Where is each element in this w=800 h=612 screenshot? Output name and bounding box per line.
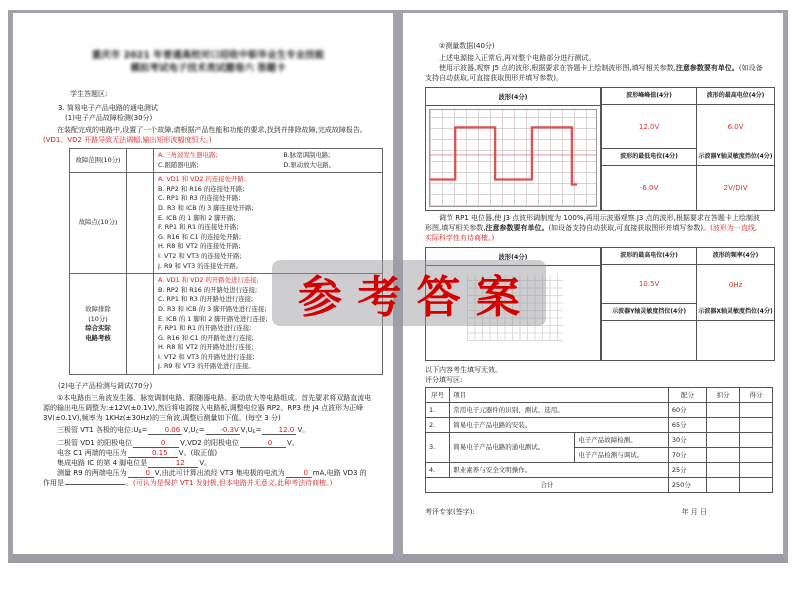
row-no: 1. <box>426 403 450 418</box>
option-line: C. RP1 和 R3 的连接处开路; <box>158 194 241 203</box>
measure-segment: 0 <box>128 469 154 478</box>
waveform-values-grid <box>601 248 774 360</box>
score-area-label: 评分填写区: <box>425 376 463 384</box>
question-3-1-heading: (1)电子产品故障检测(30分) <box>65 114 153 122</box>
fault-range-options-cell <box>154 149 383 173</box>
measure-segment: 0.06 <box>148 426 182 435</box>
value-answer: -6.0V <box>639 184 659 192</box>
waveform-value-cell <box>601 88 696 149</box>
measure-segment: V。 <box>297 426 310 435</box>
measure-segment: 0 <box>240 439 286 448</box>
paragraph-segment: 注意参数要有单位。 <box>485 224 549 232</box>
table-row <box>70 173 383 274</box>
deduct-cell[interactable] <box>707 433 740 448</box>
row-subitem: 电子产品故障检测。 <box>575 433 669 448</box>
option-line: B. RP2 和 R16 的开路处进行连接; <box>158 285 258 294</box>
reference-answer-watermark: 参 考 答 案 <box>272 260 546 326</box>
signature-row <box>425 507 763 517</box>
option-line: E. ICB 的 1 脚和 2 脚开路处进行连接; <box>158 314 268 323</box>
waveform-cell <box>426 88 601 210</box>
score-row-4 <box>426 463 773 478</box>
option-line: J. R9 和 VT3 的连接处开路。 <box>158 261 243 270</box>
row-item: 简易电子产品电路的通电测试。 <box>450 433 575 463</box>
option-line: E. ICB 的 1 脚和 2 脚开路; <box>158 213 236 222</box>
paragraph-segment: 在装配完成的电路中,设置了一个故障,请根据产品性能和功能的要求,找到并排除故障,完成故障报告。 <box>57 126 367 134</box>
row-item: 常用电子元器件的识别、测试、选用。 <box>450 403 669 418</box>
measure-segment: V。(取正值) <box>178 449 218 458</box>
score-row-2 <box>426 418 773 433</box>
paragraph-segment: 调节 RP1 电位器,使 J3 点波形调制度为 100%,再用示波器观察 J3 点的波形,根据要求在答题卡上绘制波形图,填写相关参数, <box>425 214 760 232</box>
gain-cell[interactable] <box>740 403 773 418</box>
paragraph-segment: 使用示波器,观察 J5 点的波形,根据要求在答题卡上绘制波形图,填写相关参数, <box>439 64 676 72</box>
exam-title <box>53 49 363 75</box>
value-answer: 6.0V <box>727 123 744 131</box>
option-line: I. VT2 和 VT3 的开路处进行连接; <box>158 352 255 361</box>
row-no: 4. <box>426 463 450 478</box>
row-item: 职业素养与安全文明操作。 <box>450 463 669 478</box>
value-header: 波形的最高电位(4分) <box>602 248 696 265</box>
deduct-cell[interactable] <box>707 463 740 478</box>
option-line: F. RP1 和 R1 的开路处进行连接; <box>158 324 252 333</box>
measure-segment: -0.3V <box>206 426 240 435</box>
measure-segment: 0.15 <box>128 449 178 458</box>
measure-segment: E <box>252 430 256 436</box>
waveform-header: 波形(4分) <box>426 248 600 266</box>
date-label: 年 月 日 <box>681 508 707 516</box>
measure-segment: 电容 C1 两端的电压为 <box>57 449 127 458</box>
gain-cell[interactable] <box>740 448 773 463</box>
measure-segment: V,VD2 的阳极电位 <box>180 439 239 448</box>
fault-intro-paragraph <box>43 125 373 145</box>
row-item: 简易电子产品电路的安装。 <box>450 418 669 433</box>
paragraph-segment: (如设备支持自动获取,可直接获取图形并填写参数)。 <box>425 64 763 82</box>
table-row <box>70 149 383 173</box>
option-line: B. RP2 和 R16 的连接处开路; <box>158 184 245 193</box>
option-line: I. VT2 和 VT3 的连接处开路; <box>158 251 242 260</box>
value-answer <box>697 321 774 360</box>
fault-fix-label-line3: 综合实际 <box>85 324 111 333</box>
deduct-cell[interactable] <box>707 448 740 463</box>
gain-cell[interactable] <box>740 463 773 478</box>
paragraph-segment: (VD1、VD2 开路导致无法调幅,输出矩形波幅度恒大。) <box>43 136 212 144</box>
answer-write-cell[interactable] <box>127 173 154 274</box>
value-answer: 2V/DIV <box>723 184 748 192</box>
answer-area-label: 学生答题区: <box>70 90 108 98</box>
spacer <box>475 507 682 517</box>
measure-segment: (可认为是保护 VT1 发射极,但本电路并无意义,此种考法待商榷。) <box>133 479 333 488</box>
value-header: 波形的最高电位(4分) <box>697 88 774 105</box>
fault-fix-label-line4: 电路考核 <box>85 333 111 342</box>
measure-line-ic <box>43 458 373 468</box>
option-line: H. R8 和 VT2 的开路处进行连接; <box>158 343 254 352</box>
measure-segment: V,U <box>183 426 196 435</box>
row-no: 2. <box>426 418 450 433</box>
measure-segment <box>65 484 125 485</box>
value-header: 波形的最低电位(4分) <box>602 149 696 166</box>
square-wave-trace <box>430 110 596 206</box>
paragraph-segment: (波形为一直线,实际科学性有待商榷。) <box>425 224 758 242</box>
examiner-signature-label: 考评专家(签字): <box>425 508 475 516</box>
score-table <box>425 387 773 493</box>
answer-write-cell[interactable] <box>127 149 154 173</box>
fault-range-options <box>158 151 378 170</box>
measure-segment: C <box>195 430 199 436</box>
measure-segment: 集成电路 IC 的第 4 脚电位是 <box>57 459 148 468</box>
exam-title-line1: 重庆市 2021 年普通高校对口招收中职毕业生专业技能 <box>91 50 325 61</box>
measure-segment: 0 <box>286 469 312 478</box>
option-line: D.驱动放大电路。 <box>283 160 336 169</box>
measure-segment: 二极管 VD1 的阳极电位 <box>57 439 133 448</box>
measure-segment: mA,电路 VD3 的作用是 <box>43 469 367 488</box>
waveform-values-grid <box>601 88 774 210</box>
paragraph-segment: (如设备支持自动获取,可直接获取图形并填写参数)。 <box>548 224 711 232</box>
test-intro-paragraph: ①本电路由三角波发生器、脉宽调制电路、跟随器电路、驱动放大等电路组成。首先要求将双路直流电源的输出电压调整为:±12V(±0.1V),然后将电源接入电路板,调整电位器 RP2、RP3 使 J4 点波形为正峰 3V(±0.1V),频率为 1KHz(±30Hz)的三角波,调整后测量如下值。(每空 3 分) <box>43 394 372 423</box>
value-answer: 0Hz <box>728 280 743 289</box>
fault-point-label: 故障点(10分) <box>70 173 127 274</box>
fault-point-options <box>158 175 378 271</box>
waveform-value-cell <box>696 88 774 149</box>
measure-segment: 测量 R9 的两端电压为 <box>57 469 127 478</box>
question-3-2-heading: (2)电子产品检测与调试(70分) <box>58 382 153 391</box>
measure-segment: = <box>198 426 205 435</box>
fault-fix-label-line2: (10分) <box>88 314 108 323</box>
measure-segment: V。 <box>286 439 299 448</box>
option-line: G. R16 和 C1 的开路处进行连接; <box>158 333 254 342</box>
value-answer <box>602 321 696 360</box>
score-header-row <box>426 388 773 403</box>
exam-title-line2: 模拟考试电子技术类试题卷六 答题卡 <box>130 63 286 74</box>
measure-segment: 。 <box>126 479 133 488</box>
oscilloscope-graph-area <box>426 106 600 210</box>
option-line: H. R8 和 VT2 的连接处开路; <box>158 242 241 251</box>
row-score: 25分 <box>668 463 706 478</box>
gain-cell[interactable] <box>740 478 773 493</box>
scope-j3-paragraph <box>425 213 763 243</box>
measure-line-c1 <box>43 448 373 458</box>
measure-data-heading: ②测量数据(40分) <box>439 42 495 50</box>
col-header-no: 序号 <box>426 388 450 403</box>
waveform-header: 波形(4分) <box>426 88 600 106</box>
total-label: 合计 <box>426 478 669 493</box>
fault-fix-label-line1: 故障排除 <box>85 304 111 313</box>
col-header-item: 项目 <box>450 388 669 403</box>
measure-segment: V,由此可计算出流经 VT3 集电极的电流为 <box>154 469 285 478</box>
deduct-cell[interactable] <box>707 403 740 418</box>
measure-segment: 12 <box>148 459 198 468</box>
option-line: A.三角波发生器电路; <box>158 151 218 159</box>
waveform-value-cell <box>601 248 696 304</box>
measure-line-vt1 <box>43 425 373 438</box>
fault-range-label: 故障范围(10分) <box>70 149 127 173</box>
option-line: C.跟随器电路; <box>158 160 199 169</box>
waveform-value-cell <box>601 149 696 210</box>
measure-segment: = <box>141 426 148 435</box>
measure-line-vd <box>43 438 373 448</box>
measure-segment: V。 <box>199 459 212 468</box>
measure-segment: V,U <box>240 426 253 435</box>
gain-cell[interactable] <box>740 433 773 448</box>
option-line: J. R9 和 VT3 的开路处进行连接。 <box>158 362 255 371</box>
row-score: 60分 <box>668 403 706 418</box>
waveform-value-cell <box>696 248 774 304</box>
measure-segment: 三极管 VT1 各极的电位:U <box>57 426 139 435</box>
measure-segment: 0 <box>133 439 179 448</box>
value-header: 示波器Y轴灵敏度挡位(4分) <box>697 149 774 166</box>
option-line: B.脉宽调制电路; <box>283 151 331 159</box>
deduct-cell[interactable] <box>707 478 740 493</box>
oscilloscope-screen <box>429 109 597 207</box>
option-line: C. RP1 和 R3 的开路处进行连接; <box>158 295 254 304</box>
gain-cell[interactable] <box>740 418 773 433</box>
value-answer: 12.0V <box>638 122 660 131</box>
col-header-deduct: 扣分 <box>707 388 740 403</box>
total-score: 250分 <box>668 478 706 493</box>
row-subitem: 电子产品检测与调试。 <box>575 448 669 463</box>
fault-fix-label <box>70 274 127 375</box>
question-3-heading: 3. 简易电子产品电路的通电测试 <box>58 104 158 112</box>
option-line: G. R16 和 C1 的连接处开路; <box>158 232 242 241</box>
measure-line-r9 <box>43 468 373 488</box>
row-score: 30分 <box>668 433 706 448</box>
score-row-1 <box>426 403 773 418</box>
power-on-paragraph: 上述电源接入正常后,再对整个电路部分进行测试。 <box>439 54 596 62</box>
waveform-table-j5 <box>425 87 775 211</box>
value-header: 示波器X轴灵敏度挡位(4分) <box>697 304 774 321</box>
row-score: 65分 <box>668 418 706 433</box>
scope-j5-paragraph <box>425 63 763 83</box>
value-header: 波形的频率(4分) <box>697 248 774 265</box>
paragraph-segment: 注意参数要有单位。 <box>675 64 739 72</box>
row-score: 70分 <box>668 448 706 463</box>
option-line: D. R3 和 ICB 的 3 脚连接处开路; <box>158 203 254 212</box>
col-header-alloc: 配分 <box>668 388 706 403</box>
measure-segment: = <box>255 426 262 435</box>
option-line: A. VD1 和 VD2 的开路处进行连接; <box>158 276 259 285</box>
waveform-value-cell <box>696 304 774 360</box>
option-line: D. R3 和 ICB 的 3 脚开路处进行连接; <box>158 304 267 313</box>
answer-write-cell[interactable] <box>127 274 154 375</box>
score-row-3a <box>426 433 773 448</box>
value-header: 示波器Y轴灵敏度挡位(4分) <box>602 304 696 321</box>
fault-point-options-cell <box>154 173 383 274</box>
row-no: 3. <box>426 433 450 463</box>
score-row-total <box>426 478 773 493</box>
measure-segment: 12.0 <box>262 426 296 435</box>
value-header: 波形峰峰值(4分) <box>602 88 696 105</box>
option-line: A. VD1 和 VD2 的连接处开路; <box>158 175 247 184</box>
waveform-value-cell <box>601 304 696 360</box>
waveform-value-cell <box>696 149 774 210</box>
value-answer: 10.5V <box>638 280 660 288</box>
col-header-gain: 得分 <box>740 388 773 403</box>
measure-segment: B <box>138 430 142 436</box>
deduct-cell[interactable] <box>707 418 740 433</box>
option-line: F. RP1 和 R1 的连接处开路; <box>158 223 239 232</box>
invalid-note: 以下内容考生填写无效。 <box>425 366 502 374</box>
